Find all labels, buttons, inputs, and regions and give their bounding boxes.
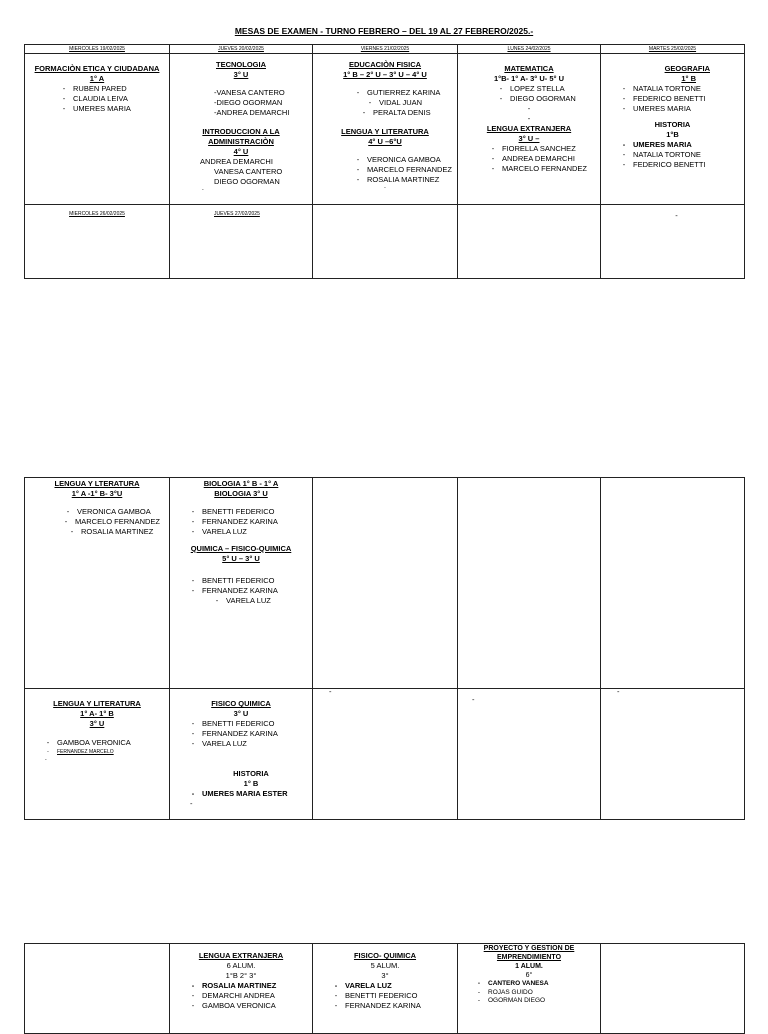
course-label: 1°B	[666, 129, 679, 139]
teacher-name: - FIORELLA SANCHEZ	[484, 144, 596, 154]
subject-title: BIOLOGIA 1° B - 1° A	[203, 479, 279, 488]
course-label: 4° U –6°U	[368, 136, 402, 146]
day-header: JUEVES 20/02/2025	[170, 45, 313, 54]
teacher-name: - OGORMAN DIEGO	[470, 997, 596, 1005]
course-label: 1°B 2° 3°	[225, 970, 257, 980]
dash-marker: -	[527, 103, 531, 113]
teacher-name: - UMERES MARIA	[615, 140, 740, 150]
exam-cell	[170, 205, 313, 279]
exam-cell	[25, 689, 170, 820]
teacher-name: - BENETTI FEDERICO	[327, 991, 453, 1001]
course-label: 5° U – 3° U	[222, 553, 260, 563]
course-label: 1° B – 2° U – 3° U – 4° U	[343, 69, 427, 79]
exam-schedule-table-3	[24, 943, 745, 1034]
exam-cell	[170, 689, 313, 820]
teacher-name: - VERONICA GAMBOA	[349, 155, 453, 165]
day-header: LUNES 24/02/2025	[458, 45, 601, 54]
exam-row	[25, 944, 745, 1034]
teacher-name: - FEDERICO BENETTI	[615, 94, 740, 104]
exam-cell	[25, 54, 170, 205]
teacher-name: - VIDAL JUAN	[349, 98, 453, 108]
subject-title: LENGUA Y LITERATURA	[341, 126, 429, 136]
course-label: 3°	[381, 970, 389, 980]
course-label: 6°	[525, 972, 533, 980]
subject-title: PROYECTO Y GESTION DE	[483, 945, 575, 952]
dash-marker: -	[472, 695, 475, 704]
subject-title: FISICO- QUIMICA	[353, 951, 417, 960]
course-label: 3° U	[89, 718, 105, 728]
teacher-name: - VERONICA GAMBOA	[59, 507, 165, 517]
teacher-name: - DIEGO OGORMAN	[492, 94, 596, 104]
teacher-name: - FERNANDEZ KARINA	[184, 586, 308, 596]
teacher-name: - GAMBOA VERONICA	[39, 738, 165, 748]
subject-title: FORMACIÒN ETICA Y CIUDADANA	[34, 64, 160, 73]
day-header: VIERNES 21/02/2025	[313, 45, 458, 54]
teacher-name: - UMERES MARIA	[615, 104, 740, 114]
course-label: 3° U –	[518, 133, 540, 143]
subject-title: LENGUA Y LITERATURA	[53, 699, 141, 708]
teacher-name: - GUTIERREZ KARINA	[349, 88, 453, 98]
dash-marker: -	[329, 688, 332, 696]
exam-schedule-table-2	[24, 477, 745, 820]
day-label: JUEVES 27/02/2025	[214, 211, 260, 217]
exam-cell	[313, 478, 458, 689]
teacher-name: - ROSALIA MARTINEZ	[184, 981, 308, 991]
exam-cell	[313, 205, 458, 279]
course-label: 3° U	[233, 69, 249, 79]
teacher-name: - MARCELO FERNANDEZ	[484, 164, 596, 174]
teacher-name: - NATALIA TORTONE	[615, 84, 740, 94]
teacher-name: - BENETTI FEDERICO	[184, 507, 308, 517]
dash-marker: -	[45, 756, 47, 763]
teacher-name: -ANDREA DEMARCHI	[214, 107, 290, 117]
subject-title: LENGUA Y LTERATURA	[54, 479, 140, 488]
exam-cell	[458, 944, 601, 1034]
day-header-row	[25, 45, 745, 54]
exam-cell	[458, 478, 601, 689]
exam-schedule-table-1	[24, 44, 745, 279]
teacher-name: - ANDREA DEMARCHI	[484, 154, 596, 164]
teacher-name: - ROJAS GUIDO	[470, 989, 596, 997]
subject-title: FISICO QUIMICA	[211, 699, 271, 708]
teacher-name: - UMERES MARIA	[55, 104, 165, 114]
teacher-name: VANESA CANTERO	[214, 166, 283, 176]
teacher-name: - FERNANDEZ MARCELO	[39, 748, 165, 757]
student-count: 6 ALUM.	[226, 960, 256, 970]
teacher-name: DIEGO OGORMAN	[214, 176, 280, 186]
student-count: 1 ALUM.	[515, 963, 543, 971]
teacher-name: - ROSALIA MARTINEZ	[59, 527, 165, 537]
exam-cell	[458, 689, 601, 820]
teacher-name: - LOPEZ STELLA	[492, 84, 596, 94]
teacher-name: ANDREA DEMARCHI	[200, 156, 273, 166]
teacher-name: - MARCELO FERNANDEZ	[57, 517, 165, 527]
teacher-name: - CANTERO VANESA	[470, 980, 596, 988]
teacher-name: - RUBEN PARED	[55, 84, 165, 94]
exam-cell	[601, 944, 745, 1034]
teacher-name: - FERNANDEZ KARINA	[184, 729, 308, 739]
dash-marker: -	[617, 688, 620, 696]
exam-cell	[601, 478, 745, 689]
subject-title: GEOGRAFIA	[664, 64, 710, 73]
exam-cell	[601, 205, 745, 279]
exam-cell	[313, 944, 458, 1034]
dash-marker: -	[675, 211, 678, 220]
exam-row	[25, 54, 745, 205]
subject-title: MATEMATICA	[504, 64, 554, 73]
teacher-name: - NATALIA TORTONE	[615, 150, 740, 160]
exam-cell	[25, 944, 170, 1034]
dash-marker: -	[190, 798, 193, 808]
teacher-name: -VANESA CANTERO	[214, 87, 285, 97]
teacher-name: - VARELA LUZ	[184, 739, 308, 749]
exam-row	[25, 478, 745, 689]
student-count: 5 ALUM.	[370, 960, 400, 970]
exam-cell	[601, 54, 745, 205]
day-header: MIERCOLES 19/02/2025	[25, 45, 170, 54]
course-label: 3° U	[233, 708, 249, 718]
subject-title: QUIMICA – FISICO-QUIMICA	[190, 543, 292, 553]
course-label: 4° U	[233, 146, 249, 156]
teacher-name: - VARELA LUZ	[184, 527, 308, 537]
teacher-name: - BENETTI FEDERICO	[184, 719, 308, 729]
exam-cell	[313, 689, 458, 820]
subject-title: TECNOLOGIA	[216, 60, 266, 69]
exam-cell	[458, 205, 601, 279]
teacher-name: - GAMBOA VERONICA	[184, 1001, 308, 1011]
exam-cell	[170, 478, 313, 689]
subject-title: LENGUA EXTRANJERA	[486, 123, 572, 133]
subject-title: HISTORIA	[654, 119, 691, 129]
exam-cell	[458, 54, 601, 205]
day-header: MARTES 25/02/2025	[601, 45, 745, 54]
teacher-name: - UMERES MARIA ESTER	[184, 789, 308, 799]
exam-cell	[170, 54, 313, 205]
course-label: 1° B	[243, 778, 259, 788]
course-label: 1° A -1° B- 3°U	[71, 488, 123, 498]
exam-cell	[25, 205, 170, 279]
exam-cell	[601, 689, 745, 820]
teacher-name: - CLAUDIA LEIVA	[55, 94, 165, 104]
exam-row	[25, 205, 745, 279]
course-label: 1°B- 1° A- 3° U- 5° U	[493, 73, 565, 83]
exam-row	[25, 689, 745, 820]
teacher-name: - FEDERICO BENETTI	[615, 160, 740, 170]
teacher-name: -DIEGO OGORMAN	[214, 97, 283, 107]
course-label: 1° B	[681, 73, 696, 83]
subject-title: BIOLOGIA 3° U	[214, 488, 268, 498]
teacher-name: - VARELA LUZ	[184, 596, 308, 606]
teacher-name: - PERALTA DENIS	[349, 108, 453, 118]
teacher-name: - ROSALIA MARTINEZ	[349, 175, 453, 185]
teacher-name: - FERNANDEZ KARINA	[327, 1001, 453, 1011]
exam-cell	[170, 944, 313, 1034]
dash-marker: -	[384, 184, 386, 191]
subject-title: LENGUA EXTRANJERA	[198, 951, 284, 960]
exam-cell	[25, 478, 170, 689]
teacher-name: - FERNANDEZ KARINA	[184, 517, 308, 527]
day-label: MIERCOLES 26/02/2025	[69, 211, 125, 217]
subject-title: HISTORIA	[233, 768, 269, 778]
subject-title: ADMINISTRACIÒN	[208, 136, 274, 146]
subject-title: EDUCACIÒN FISICA	[348, 60, 422, 69]
dash-marker: -	[202, 186, 204, 193]
teacher-name: - MARCELO FERNANDEZ	[349, 165, 453, 175]
teacher-name: - BENETTI FEDERICO	[184, 576, 308, 586]
course-label: 1° A	[89, 73, 105, 83]
teacher-name: - VARELA LUZ	[327, 981, 453, 991]
teacher-name: - DEMARCHI ANDREA	[184, 991, 308, 1001]
subject-title: INTRODUCCION A LA	[202, 126, 280, 136]
exam-cell	[313, 54, 458, 205]
dash-marker: -	[527, 113, 531, 123]
subject-title: EMPRENDIMIENTO	[496, 954, 562, 962]
document-title: MESAS DE EXAMEN - TURNO FEBRERO – DEL 19 AL 27 FEBRERO/2025.-	[234, 26, 534, 36]
course-label: 1° A- 1° B	[80, 708, 114, 718]
